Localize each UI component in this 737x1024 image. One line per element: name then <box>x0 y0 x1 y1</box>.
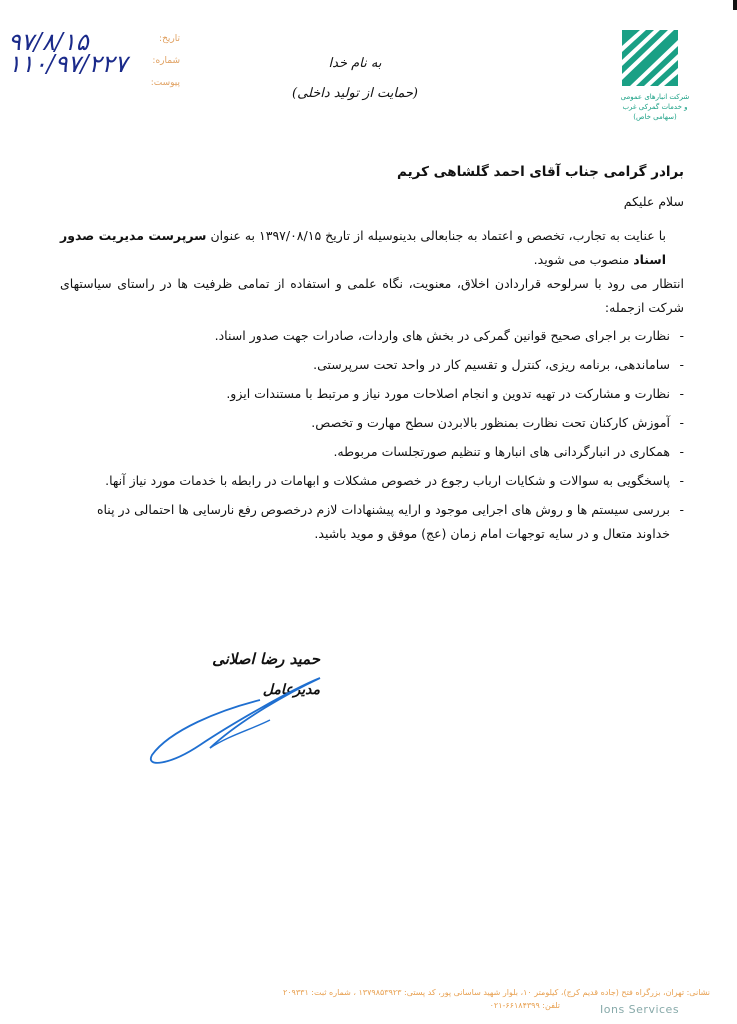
number-label: شماره: <box>152 56 180 66</box>
year-slogan: (حمایت از تولید داخلی) <box>292 86 418 101</box>
list-item: - همکاری در انبارگردانی های انبارها و تنظیم صورتجلسات مربوطه. <box>60 440 684 464</box>
list-item: - نظارت بر اجرای صحیح قوانین گمرکی در بخش های واردات، صادرات جهت صدور اسناد. <box>60 324 684 348</box>
letter-body <box>60 160 684 551</box>
expectation-paragraph: انتظار می رود با سرلوحه قراردادن اخلاق، معنویت، نگاه علمی و استفاده از تمامی ظرفیت ها در راستای سیاستهای شرکت ازجمله: <box>60 276 684 315</box>
number-value: ۱۱۰/۹۷/۲۲۷ <box>8 50 128 78</box>
appointment-closing: منصوب می شوید. <box>533 252 630 267</box>
list-item: - ساماندهی، برنامه ریزی، کنترل و تقسیم کار در واحد تحت سرپرستی. <box>60 353 684 377</box>
bismillah-heading: به نام خدا <box>328 56 382 71</box>
footer-address-line: نشانی: تهران، بزرگراه فتح (جاده قدیم کرج)، کیلومتر ۱۰، بلوار شهید ساسانی پور، کد پستی: ۱۳۷۹۸۵۳۹۲۳ ، شماره ثبت: ۲۰۹۳۳۱ <box>282 988 710 997</box>
date-row <box>8 28 188 56</box>
attachment-row <box>8 74 188 96</box>
duties-list <box>60 324 684 546</box>
company-logo-icon <box>620 28 680 88</box>
signer-name: حمید رضا اصلانی <box>212 650 320 668</box>
footer-english-text: Ions Services <box>600 1003 680 1016</box>
company-name-line3: (سهامی خاص) <box>633 113 677 121</box>
list-item: - نظارت و مشارکت در تهیه تدوین و انجام اصلاحات مورد نیاز و مرتبط با مستندات ایزو. <box>60 382 684 406</box>
list-item: - آموزش کارکنان تحت نظارت بمنظور بالابردن سطح مهارت و تخصص. <box>60 411 684 435</box>
date-label: تاریخ: <box>159 34 180 44</box>
list-item: - بررسی سیستم ها و روش های اجرایی موجود و ارایه پیشنهادات لازم درخصوص رفع نارسایی ها احتمالی در پناه خداوند متعال و در سایه توجهات امام زمان (عج) موفق و موید باشید. <box>60 498 684 546</box>
signer-title: مدیرعامل <box>262 682 320 698</box>
appointment-text: با عنایت به تجارب، تخصص و اعتماد به جنابعالی بدینوسیله از تاریخ ۱۳۹۷/۰۸/۱۵ به عنوان <box>210 228 667 243</box>
number-row <box>8 50 188 78</box>
company-name <box>600 92 710 122</box>
footer-phone-line: تلفن: ۶۶۱۸۴۳۹۹-۰۲۱ <box>489 1001 560 1010</box>
letter-meta <box>8 30 188 96</box>
greeting: سلام علیکم <box>623 194 684 209</box>
list-item: - پاسخگویی به سوالات و شکایات ارباب رجوع در خصوص مشکلات و ابهامات در رابطه با خدمات مورد نیاز آنها. <box>60 469 684 493</box>
salutation: برادر گرامی جناب آقای احمد گلشاهی کریم <box>397 164 684 180</box>
appointment-paragraph <box>60 224 684 272</box>
signature-scribble-icon <box>140 660 330 770</box>
company-name-line1: شرکت انبارهای عمومی <box>620 93 690 101</box>
scan-edge-mark <box>733 0 737 10</box>
date-value: ۹۷/۸/۱۵ <box>8 28 89 56</box>
attachment-label: پیوست: <box>150 78 180 88</box>
appointment-position: سرپرست مدیریت صدور اسناد <box>60 228 666 267</box>
company-name-line2: و خدمات گمرکی غرب <box>622 103 688 111</box>
